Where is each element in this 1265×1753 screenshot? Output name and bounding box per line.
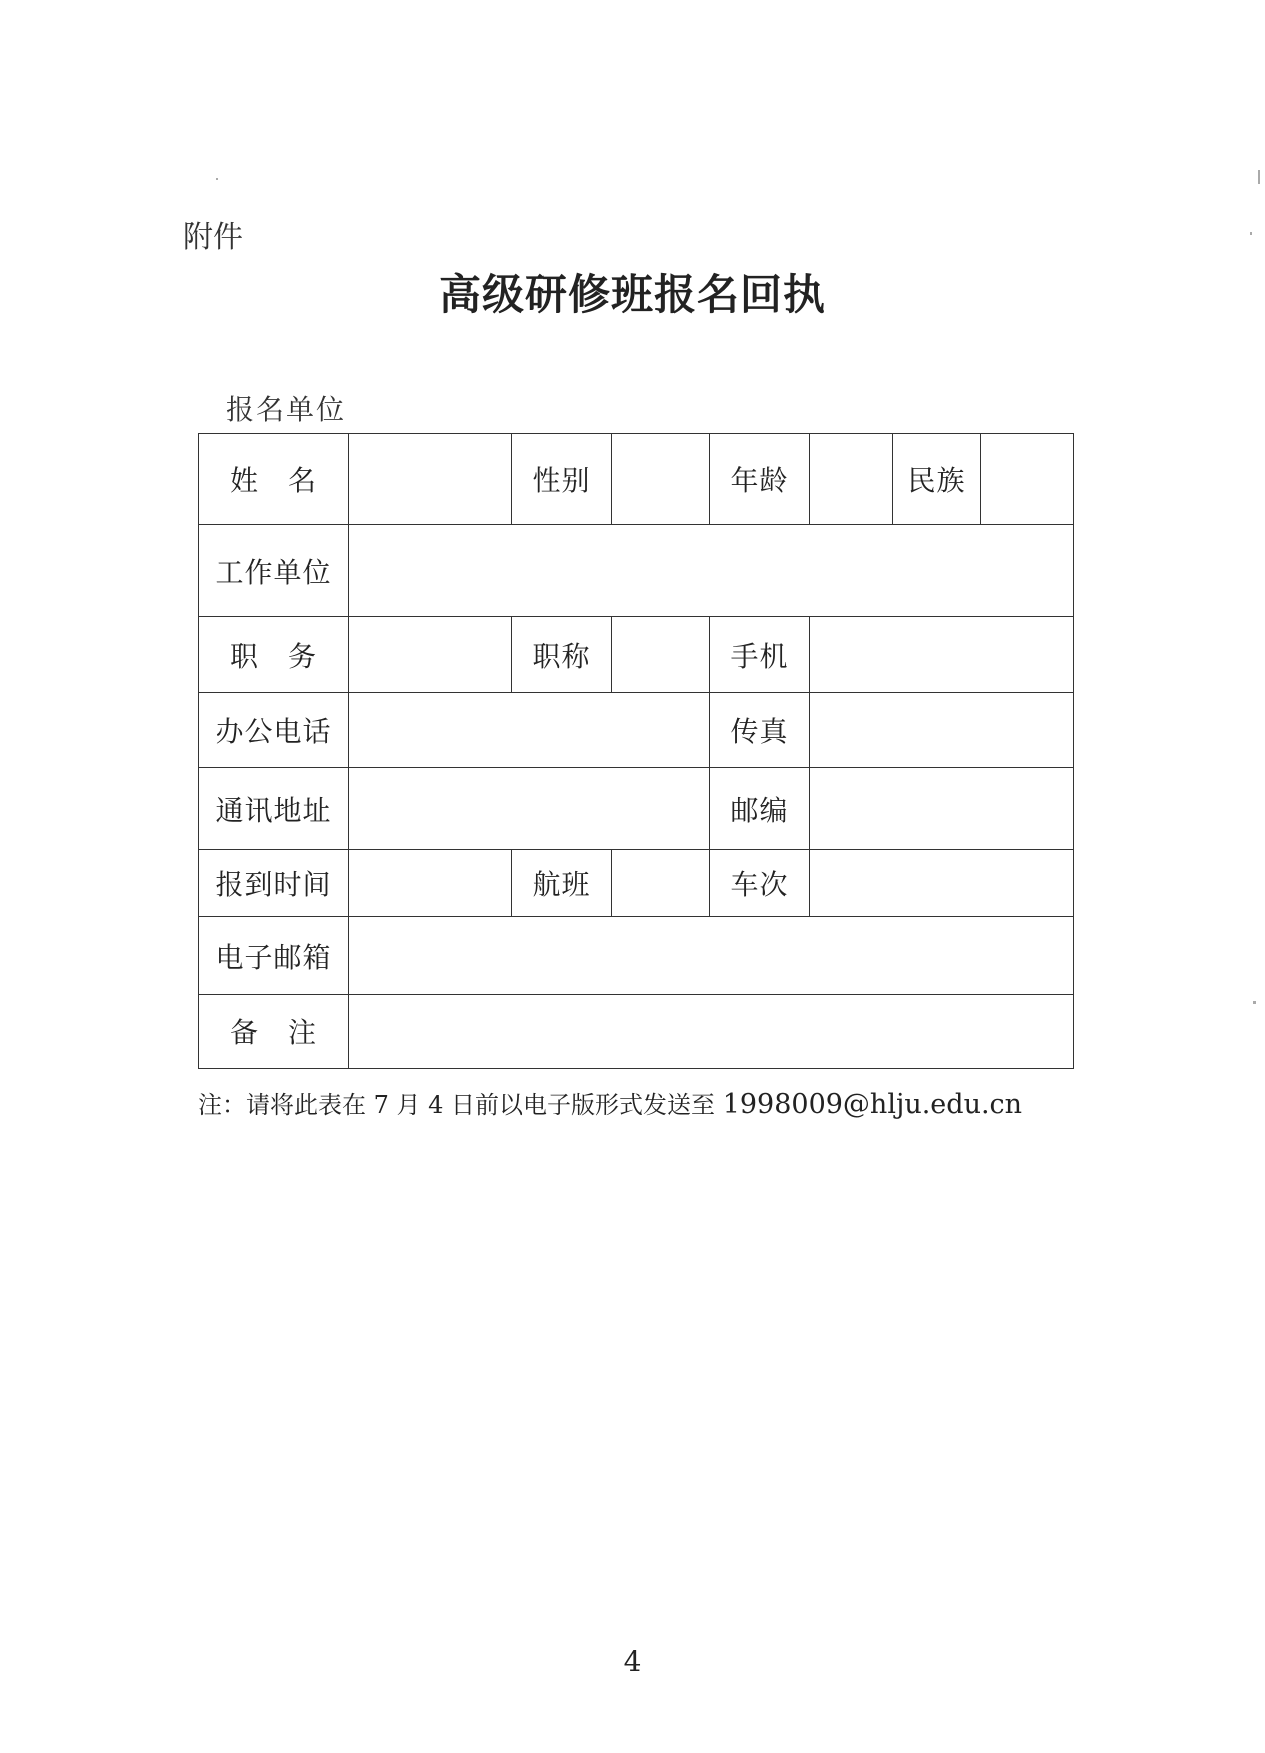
form-row-name [199, 434, 1074, 525]
office-phone-label: 办公电话 [199, 692, 349, 767]
name-label: 姓 名 [199, 434, 349, 525]
submission-note [198, 1085, 1022, 1120]
scan-mark [1250, 232, 1252, 235]
form-row-remarks [199, 994, 1074, 1068]
mobile-field[interactable] [810, 617, 1074, 692]
form-row-position [199, 617, 1074, 692]
train-field[interactable] [810, 850, 1074, 917]
workplace-label: 工作单位 [199, 524, 349, 617]
form-row-arrival [199, 850, 1074, 917]
flight-label: 航班 [512, 850, 612, 917]
fax-field[interactable] [810, 692, 1074, 767]
fax-label: 传真 [710, 692, 810, 767]
registration-form-table [198, 433, 1074, 1069]
form-row-workplace [199, 524, 1074, 617]
note-text: 注：请将此表在 7 月 4 日前以电子版形式发送至 [198, 1091, 723, 1119]
page-number: 4 [623, 1645, 642, 1678]
train-label: 车次 [710, 850, 810, 917]
remarks-field[interactable] [349, 994, 1074, 1068]
page-title: 高级研修班报名回执 [438, 270, 826, 319]
form-row-email [199, 917, 1074, 994]
scan-mark [1258, 170, 1260, 184]
note-email: 1998009@hlju.edu.cn [722, 1089, 1023, 1120]
remarks-label: 备 注 [199, 994, 349, 1068]
scan-mark [216, 178, 218, 180]
email-label: 电子邮箱 [199, 917, 349, 994]
form-row-office-phone [199, 692, 1074, 767]
ethnicity-label: 民族 [893, 434, 981, 525]
professional-title-label: 职称 [512, 617, 612, 692]
postcode-field[interactable] [810, 767, 1074, 849]
scan-mark [1253, 1001, 1256, 1004]
arrival-time-label: 报到时间 [199, 850, 349, 917]
age-field[interactable] [810, 434, 893, 525]
position-field[interactable] [349, 617, 512, 692]
mobile-label: 手机 [710, 617, 810, 692]
position-label: 职 务 [199, 617, 349, 692]
ethnicity-field[interactable] [981, 434, 1074, 525]
office-phone-field[interactable] [349, 692, 710, 767]
flight-field[interactable] [612, 850, 710, 917]
email-field[interactable] [349, 917, 1074, 994]
gender-field[interactable] [612, 434, 710, 525]
address-field[interactable] [349, 767, 710, 849]
registration-unit-label: 报名单位 [226, 393, 347, 426]
attachment-label: 附件 [183, 220, 243, 255]
arrival-time-field[interactable] [349, 850, 512, 917]
professional-title-field[interactable] [612, 617, 710, 692]
postcode-label: 邮编 [710, 767, 810, 849]
name-field[interactable] [349, 434, 512, 525]
workplace-field[interactable] [349, 524, 1074, 617]
address-label: 通讯地址 [199, 767, 349, 849]
gender-label: 性别 [512, 434, 612, 525]
form-row-address [199, 767, 1074, 849]
age-label: 年龄 [710, 434, 810, 525]
